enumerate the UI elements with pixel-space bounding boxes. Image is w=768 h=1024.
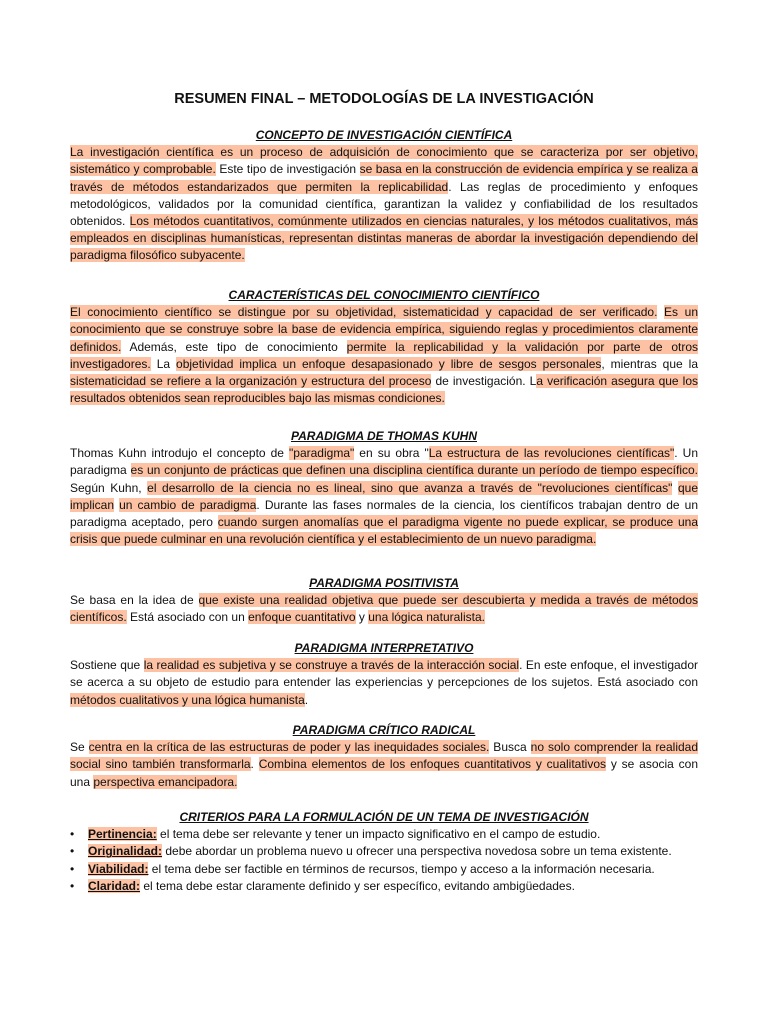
criteria-term: Viabilidad: xyxy=(88,861,149,876)
section-paragraph xyxy=(70,739,698,791)
criteria-text: el tema debe ser factible en términos de recursos, tiempo y acceso a la información necesaria. xyxy=(148,861,655,876)
highlighted-text: Combina elementos de los enfoques cuantitativos y cualitativos xyxy=(258,757,607,772)
section-paragraph xyxy=(70,304,698,407)
body-text: en su obra " xyxy=(354,446,429,461)
section-critico-radical xyxy=(70,722,698,791)
section-paragraph xyxy=(70,657,698,709)
highlighted-text: el desarrollo de la ciencia no es lineal, sino que avanza a través de "revoluciones científicas" xyxy=(147,480,673,495)
criteria-item-claridad xyxy=(70,878,698,895)
section-caracteristicas xyxy=(70,287,698,407)
section-concepto xyxy=(70,127,698,265)
body-text: Este tipo de investigación xyxy=(215,162,360,177)
highlighted-text: se basa en la construcción de evidencia empírica y se realiza a través de métodos estandarizados que permiten la replicabilidad xyxy=(70,162,698,194)
section-paragraph xyxy=(70,144,698,264)
criteria-term: Pertinencia: xyxy=(88,827,157,842)
body-text: Se xyxy=(70,740,89,755)
body-text: Además, este tipo de conocimiento xyxy=(121,339,347,354)
section-heading: PARADIGMA POSITIVISTA xyxy=(309,576,459,590)
highlighted-text: permite la replicabilidad y la validación por parte de otros investigadores. xyxy=(70,339,698,371)
bullet-icon: • xyxy=(70,861,75,876)
criteria-text: el tema debe estar claramente definido y ser específico, evitando ambigüedades. xyxy=(140,878,575,893)
criteria-text: el tema debe ser relevante y tener un impacto significativo en el campo de estudio. xyxy=(156,827,601,842)
highlighted-text: perspectiva emancipadora. xyxy=(93,774,238,789)
section-heading: CRITERIOS PARA LA FORMULACIÓN DE UN TEMA DE INVESTIGACIÓN xyxy=(179,810,589,824)
bullet-icon: • xyxy=(70,844,75,859)
highlighted-text: una lógica naturalista. xyxy=(368,610,485,625)
section-heading: PARADIGMA INTERPRETATIVO xyxy=(294,641,474,655)
section-kuhn xyxy=(70,428,698,548)
bullet-icon: • xyxy=(70,878,75,893)
highlighted-text: un cambio de paradigma xyxy=(119,497,257,512)
highlighted-text: no solo comprender la realidad social sino también transformarla xyxy=(70,740,699,772)
criteria-item-viabilidad xyxy=(70,861,698,878)
section-positivista xyxy=(70,575,698,627)
body-text: Thomas Kuhn introdujo el concepto de xyxy=(70,446,290,461)
highlighted-text: Es un conocimiento que se construye sobre la base de evidencia empírica, siguiendo reglas y procedimientos claramente definidos. xyxy=(70,305,698,354)
body-text: Sostiene que xyxy=(70,658,144,673)
body-text: La xyxy=(150,356,177,371)
document-title: RESUMEN FINAL – METODOLOGÍAS DE LA INVESTIGACIÓN xyxy=(174,91,594,107)
body-text: . Las reglas de procedimiento y enfoques metodológicos, validados por la comunidad científica, garantizan la validez y confiabilidad de los resultados obtenidos. xyxy=(70,179,699,229)
section-heading: CONCEPTO DE INVESTIGACIÓN CIENTÍFICA xyxy=(255,128,513,142)
body-text: Está asociado con un xyxy=(126,610,249,625)
body-text: y xyxy=(355,610,369,625)
body-text: de investigación. L xyxy=(431,374,537,389)
bullet-icon: • xyxy=(70,827,75,842)
section-paragraph xyxy=(70,445,698,548)
criteria-item-pertinencia xyxy=(70,826,698,843)
highlighted-text: es un conjunto de prácticas que definen una disciplina científica durante un período de tiempo específico. xyxy=(130,463,698,478)
body-text: . Un paradigma xyxy=(70,446,698,478)
highlighted-text: la realidad es subjetiva y se construye a través de la interacción social xyxy=(143,658,520,673)
body-text: y se asocia con una xyxy=(70,757,699,789)
highlighted-text: El conocimiento científico se distingue por su objetividad, sistematicidad y capacidad de ser verificado. xyxy=(70,305,658,320)
section-paragraph xyxy=(70,592,698,626)
highlighted-text: cuando surgen anomalías que el paradigma vigente no puede explicar, se produce una crisis que puede culminar en una revolución científica y el establecimiento de un nuevo paradigma. xyxy=(70,515,698,547)
highlighted-text: Los métodos cuantitativos, comúnmente utilizados en ciencias naturales, y los métodos cualitativos, más empleados en disciplinas humanísticas, representan distintas maneras de abordar la investigación dependiendo del paradigma filosófico subyacente. xyxy=(70,214,698,263)
highlighted-text: enfoque cuantitativo xyxy=(248,610,356,625)
highlighted-text: que implican xyxy=(70,480,698,512)
body-text: . En este enfoque, el investigador se acerca a su objeto de estudio para entender las experiencias y percepciones de los sujetos. Está asociado con xyxy=(70,658,699,690)
criteria-list xyxy=(70,826,698,895)
highlighted-text: centra en la crítica de las estructuras de poder y las inequidades sociales. xyxy=(88,740,490,755)
criteria-term: Originalidad: xyxy=(88,844,163,859)
section-heading: PARADIGMA CRÍTICO RADICAL xyxy=(292,723,476,737)
highlighted-text: La investigación científica es un proceso de adquisición de conocimiento que se caracteriza por ser objetivo, sistemático y comprobable. xyxy=(70,145,698,177)
body-text: , mientras que la xyxy=(601,356,699,371)
body-text: . xyxy=(250,757,259,772)
highlighted-text: objetividad implica un enfoque desapasionado y libre de sesgos personales xyxy=(176,356,602,371)
highlighted-text: métodos cualitativos y una lógica humanista xyxy=(70,692,305,707)
section-heading: PARADIGMA DE THOMAS KUHN xyxy=(291,429,477,443)
criteria-text: debe abordar un problema nuevo u ofrecer una perspectiva novedosa sobre un tema existente. xyxy=(162,844,672,859)
highlighted-text: La estructura de las revoluciones científicas" xyxy=(428,446,675,461)
section-interpretativo xyxy=(70,640,698,709)
highlighted-text: "paradigma" xyxy=(289,446,355,461)
section-criterios xyxy=(70,809,698,895)
highlighted-text: que existe una realidad objetiva que puede ser descubierta y medida a través de métodos científicos. xyxy=(70,593,698,625)
body-text: . Durante las fases normales de la ciencia, los científicos trabajan dentro de un paradigma aceptado, pero xyxy=(70,497,698,530)
highlighted-text: a verificación asegura que los resultados obtenidos sean reproducibles bajo las mismas condiciones. xyxy=(70,374,699,406)
criteria-item-originalidad xyxy=(70,843,698,860)
criteria-term: Claridad: xyxy=(88,878,141,893)
body-text: . xyxy=(304,692,309,707)
body-text: Según Kuhn, xyxy=(70,480,148,495)
body-text: Se basa en la idea de xyxy=(70,593,199,608)
highlighted-text: sistematicidad se refiere a la organización y estructura del proceso xyxy=(70,374,432,389)
section-heading: CARACTERÍSTICAS DEL CONOCIMIENTO CIENTÍFICO xyxy=(228,288,540,302)
body-text: Busca xyxy=(489,740,531,755)
